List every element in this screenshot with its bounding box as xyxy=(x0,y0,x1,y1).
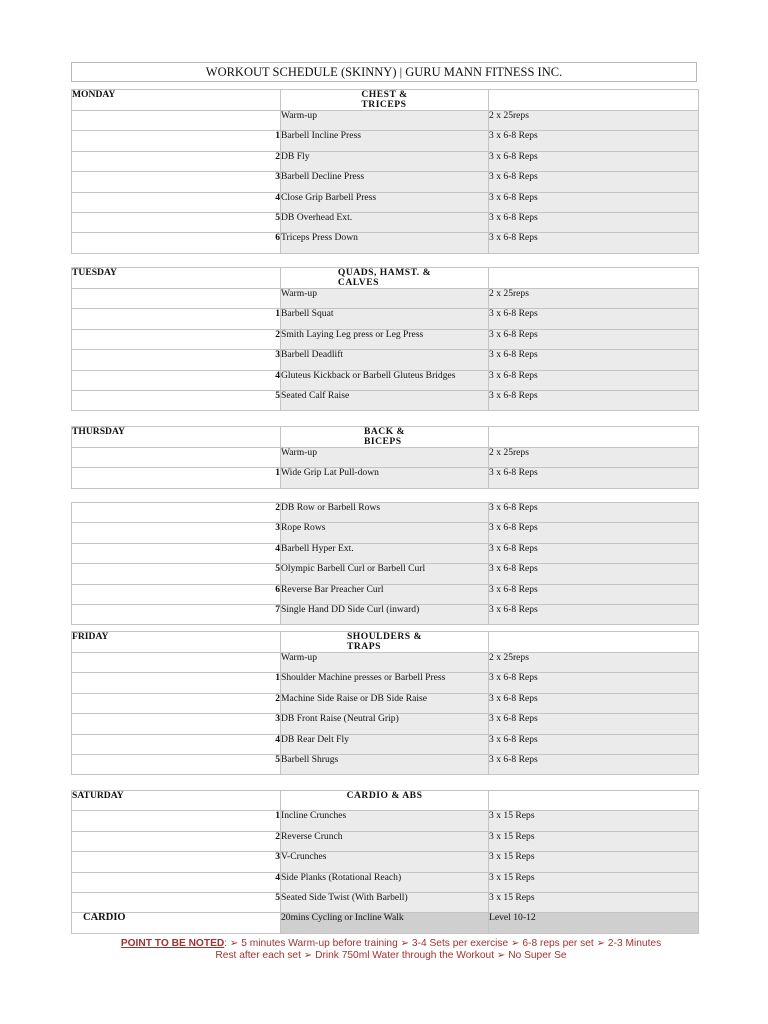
notes-label: POINT TO BE NOTED xyxy=(120,938,225,949)
exercise-row xyxy=(72,131,699,151)
sets-reps: 3 x 6-8 Reps xyxy=(489,523,699,543)
exercise-number: 3 xyxy=(72,852,281,872)
exercise-row xyxy=(72,811,699,831)
exercise-name: Barbell Incline Press xyxy=(281,131,489,151)
exercise-number: 1 xyxy=(72,673,281,693)
muscle-line-2: TRAPS xyxy=(346,641,381,652)
sets-reps: 3 x 6-8 Reps xyxy=(489,329,699,349)
exercise-row xyxy=(72,151,699,171)
exercise-name: Single Hand DD Side Curl (inward) xyxy=(281,604,489,624)
exercise-row xyxy=(72,543,699,563)
exercise-row xyxy=(72,734,699,754)
exercise-name: Barbell Decline Press xyxy=(281,172,489,192)
exercise-number: 2 xyxy=(72,693,281,713)
exercise-name: Smith Laying Leg press or Leg Press xyxy=(281,329,489,349)
sets-reps: 3 x 6-8 Reps xyxy=(489,543,699,563)
sets-reps: 3 x 6-8 Reps xyxy=(489,734,699,754)
exercise-name: Olympic Barbell Curl or Barbell Curl xyxy=(281,564,489,584)
exercise-number: 7 xyxy=(72,604,281,624)
exercise-row xyxy=(72,714,699,734)
exercise-row xyxy=(72,831,699,851)
day-label-thursday: THURSDAY xyxy=(72,427,281,448)
sets-reps: 2 x 25reps xyxy=(489,448,699,468)
exercise-name: Reverse Bar Preacher Curl xyxy=(281,584,489,604)
exercise-number: 3 xyxy=(72,350,281,370)
saturday-table xyxy=(71,790,699,934)
exercise-name: Warm-up xyxy=(281,289,489,309)
muscle-group-heading xyxy=(281,90,489,111)
exercise-row xyxy=(72,192,699,212)
sets-reps: 3 x 15 Reps xyxy=(489,852,699,872)
exercise-row xyxy=(72,329,699,349)
sets-reps: 3 x 6-8 Reps xyxy=(489,673,699,693)
exercise-number xyxy=(72,289,281,309)
sets-reps: 3 x 6-8 Reps xyxy=(489,604,699,624)
exercise-number: 4 xyxy=(72,192,281,212)
exercise-row xyxy=(72,604,699,624)
thursday-table xyxy=(71,426,699,489)
notes-footer xyxy=(71,938,711,962)
exercise-number: 5 xyxy=(72,212,281,232)
sets-reps: 2 x 25reps xyxy=(489,289,699,309)
muscle-group-heading xyxy=(281,632,489,653)
exercise-name: Warm-up xyxy=(281,653,489,673)
exercise-number: 5 xyxy=(72,754,281,774)
day-label-monday: MONDAY xyxy=(72,90,281,111)
exercise-row xyxy=(72,503,699,523)
exercise-number: 6 xyxy=(72,233,281,253)
muscle-line-2: CALVES xyxy=(337,277,379,288)
exercise-row xyxy=(72,564,699,584)
exercise-number: 2 xyxy=(72,503,281,523)
exercise-name: DB Fly xyxy=(281,151,489,171)
sets-reps: 3 x 6-8 Reps xyxy=(489,172,699,192)
exercise-name: Machine Side Raise or DB Side Raise xyxy=(281,693,489,713)
exercise-name: Close Grip Barbell Press xyxy=(281,192,489,212)
sets-reps: 3 x 6-8 Reps xyxy=(489,564,699,584)
sets-reps: 3 x 15 Reps xyxy=(489,831,699,851)
exercise-row xyxy=(72,653,699,673)
cardio-label: CARDIO xyxy=(72,913,281,933)
exercise-row xyxy=(72,852,699,872)
exercise-number: 2 xyxy=(72,329,281,349)
exercise-number: 1 xyxy=(72,811,281,831)
muscle-line-1: QUADS, HAMST. & xyxy=(337,267,432,278)
sets-reps: 3 x 15 Reps xyxy=(489,811,699,831)
sets-reps: 3 x 6-8 Reps xyxy=(489,131,699,151)
exercise-name: Reverse Crunch xyxy=(281,831,489,851)
exercise-number xyxy=(72,111,281,131)
sets-reps: 3 x 6-8 Reps xyxy=(489,390,699,410)
exercise-name: Shoulder Machine presses or Barbell Press xyxy=(281,673,489,693)
exercise-number: 4 xyxy=(72,734,281,754)
day-label-friday: FRIDAY xyxy=(72,632,281,653)
exercise-number: 4 xyxy=(72,370,281,390)
exercise-row xyxy=(72,172,699,192)
exercise-row xyxy=(72,350,699,370)
exercise-name: V-Crunches xyxy=(281,852,489,872)
day-header-row xyxy=(72,791,699,811)
exercise-row xyxy=(72,111,699,131)
exercise-number: 5 xyxy=(72,390,281,410)
document-title: WORKOUT SCHEDULE (SKINNY) | GURU MANN FITNESS INC. xyxy=(71,62,697,82)
exercise-name: Side Planks (Rotational Reach) xyxy=(281,872,489,892)
friday-table xyxy=(71,631,699,775)
exercise-row xyxy=(72,370,699,390)
exercise-number: 4 xyxy=(72,872,281,892)
exercise-row xyxy=(72,584,699,604)
sets-reps: 3 x 6-8 Reps xyxy=(489,754,699,774)
exercise-name: Gluteus Kickback or Barbell Gluteus Bridges xyxy=(281,370,489,390)
exercise-number: 1 xyxy=(72,309,281,329)
exercise-name: Rope Rows xyxy=(281,523,489,543)
exercise-name: Seated Side Twist (With Barbell) xyxy=(281,892,489,912)
exercise-name: Seated Calf Raise xyxy=(281,390,489,410)
exercise-name: DB Row or Barbell Rows xyxy=(281,503,489,523)
sets-reps: 3 x 6-8 Reps xyxy=(489,212,699,232)
exercise-row xyxy=(72,390,699,410)
exercise-number: 5 xyxy=(72,892,281,912)
exercise-name: Triceps Press Down xyxy=(281,233,489,253)
exercise-name: Wide Grip Lat Pull-down xyxy=(281,468,489,488)
sets-reps: 3 x 6-8 Reps xyxy=(489,192,699,212)
exercise-number: 4 xyxy=(72,543,281,563)
exercise-row xyxy=(72,309,699,329)
exercise-name: Barbell Squat xyxy=(281,309,489,329)
day-header-row xyxy=(72,268,699,289)
exercise-number: 2 xyxy=(72,831,281,851)
muscle-line-1: SHOULDERS & xyxy=(346,631,423,642)
exercise-row xyxy=(72,523,699,543)
exercise-name: Warm-up xyxy=(281,448,489,468)
exercise-name: DB Overhead Ext. xyxy=(281,212,489,232)
exercise-number: 3 xyxy=(72,714,281,734)
muscle-line-2: BICEPS xyxy=(363,436,402,447)
sets-reps: 3 x 6-8 Reps xyxy=(489,584,699,604)
exercise-number: 3 xyxy=(72,523,281,543)
exercise-row xyxy=(72,872,699,892)
sets-reps: 2 x 25reps xyxy=(489,653,699,673)
exercise-row xyxy=(72,289,699,309)
sets-reps: 3 x 6-8 Reps xyxy=(489,468,699,488)
exercise-name: DB Front Raise (Neutral Grip) xyxy=(281,714,489,734)
cardio-exercise: 20mins Cycling or Incline Walk xyxy=(281,913,489,933)
sets-reps: 3 x 6-8 Reps xyxy=(489,233,699,253)
muscle-group-heading xyxy=(281,268,489,289)
exercise-number: 1 xyxy=(72,131,281,151)
sets-reps: 3 x 6-8 Reps xyxy=(489,714,699,734)
exercise-name: DB Rear Delt Fly xyxy=(281,734,489,754)
sets-reps: 3 x 6-8 Reps xyxy=(489,309,699,329)
sets-reps: 3 x 6-8 Reps xyxy=(489,370,699,390)
monday-table xyxy=(71,89,699,254)
day-header-row xyxy=(72,632,699,653)
exercise-number xyxy=(72,653,281,673)
sets-reps: 3 x 6-8 Reps xyxy=(489,350,699,370)
exercise-name: Barbell Deadlift xyxy=(281,350,489,370)
exercise-number: 3 xyxy=(72,172,281,192)
thursday-table-continued xyxy=(71,502,699,625)
muscle-line-1: CHEST & xyxy=(361,89,408,100)
exercise-row xyxy=(72,448,699,468)
exercise-name: Incline Crunches xyxy=(281,811,489,831)
exercise-row xyxy=(72,754,699,774)
exercise-name: Warm-up xyxy=(281,111,489,131)
notes-line-1: ➢ 5 minutes Warm-up before training ➢ 3-4 Sets per exercise ➢ 6-8 reps per set ➢ 2-3 Minutes xyxy=(227,938,662,949)
notes-colon: : xyxy=(224,938,228,949)
day-header-row xyxy=(72,427,699,448)
cardio-row xyxy=(72,913,699,933)
exercise-name: Barbell Shrugs xyxy=(281,754,489,774)
day-label-saturday: SATURDAY xyxy=(72,791,281,811)
sets-reps: 3 x 6-8 Reps xyxy=(489,151,699,171)
sets-reps: 3 x 15 Reps xyxy=(489,872,699,892)
exercise-number: 6 xyxy=(72,584,281,604)
muscle-group-heading: CARDIO & ABS xyxy=(281,791,489,811)
muscle-line-2: TRICEPS xyxy=(361,99,407,110)
exercise-row xyxy=(72,468,699,488)
sets-reps: 3 x 6-8 Reps xyxy=(489,693,699,713)
sets-reps: 2 x 25reps xyxy=(489,111,699,131)
cardio-level: Level 10-12 xyxy=(489,913,699,933)
exercise-name: Barbell Hyper Ext. xyxy=(281,543,489,563)
notes-line-2: Rest after each set ➢ Drink 750ml Water through the Workout ➢ No Super Se xyxy=(215,950,567,961)
exercise-number: 2 xyxy=(72,151,281,171)
exercise-number xyxy=(72,448,281,468)
exercise-number: 1 xyxy=(72,468,281,488)
sets-reps: 3 x 6-8 Reps xyxy=(489,503,699,523)
sets-reps: 3 x 15 Reps xyxy=(489,892,699,912)
day-label-tuesday: TUESDAY xyxy=(72,268,281,289)
exercise-row xyxy=(72,673,699,693)
exercise-row xyxy=(72,892,699,912)
exercise-row xyxy=(72,233,699,253)
exercise-row xyxy=(72,693,699,713)
exercise-row xyxy=(72,212,699,232)
tuesday-table xyxy=(71,267,699,411)
muscle-line-1: BACK & xyxy=(363,426,406,437)
exercise-number: 5 xyxy=(72,564,281,584)
muscle-group-heading xyxy=(281,427,489,448)
day-header-row xyxy=(72,90,699,111)
